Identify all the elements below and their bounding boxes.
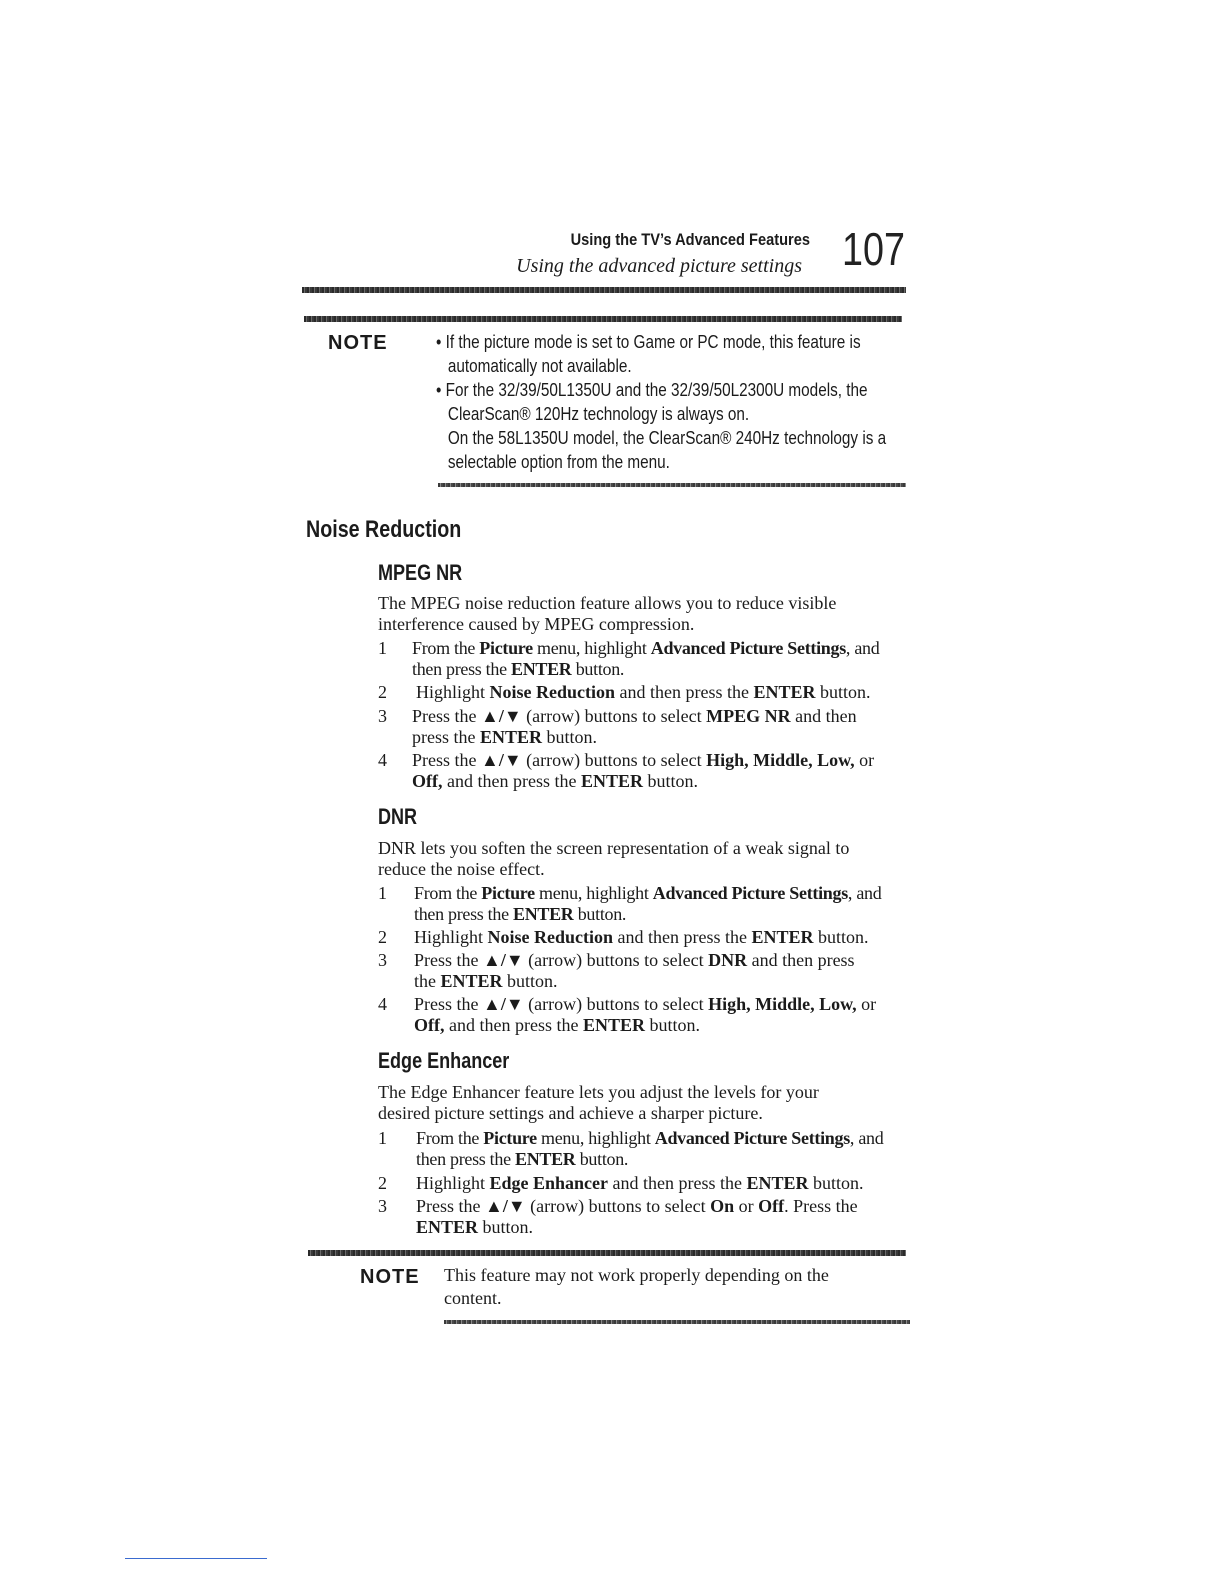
running-header-subtitle: Using the advanced picture settings bbox=[516, 255, 802, 277]
subsection-heading-dnr: DNR bbox=[378, 804, 418, 829]
edge-step-1: 1 From the Picture menu, highlight Advanced Picture Settings, and then press the ENTER button. bbox=[378, 1128, 918, 1170]
note-label: NOTE bbox=[328, 332, 388, 354]
note2-text bbox=[444, 1264, 884, 1310]
footer-mark bbox=[125, 1558, 267, 1559]
note-top-rule bbox=[304, 316, 902, 322]
intro-line: interference caused by MPEG compression. bbox=[378, 614, 695, 634]
edge-intro bbox=[378, 1082, 918, 1124]
edge-step-2: 2 Highlight Edge Enhancer and then press the ENTER button. bbox=[378, 1173, 918, 1194]
page-number: 107 bbox=[842, 223, 905, 275]
note-line: On the 58L1350U model, the ClearScan® 240Hz technology is a bbox=[447, 428, 887, 448]
subsection-heading-mpeg-nr: MPEG NR bbox=[378, 560, 463, 585]
step-text: Press the ▲/▼ (arrow) buttons to select High, Middle, Low, or Off, and then press the ENTER button. bbox=[412, 750, 875, 791]
note2-bottom-rule bbox=[444, 1320, 910, 1324]
dnr-step-2: 2 Highlight Noise Reduction and then press the ENTER button. bbox=[378, 927, 918, 948]
step-text: From the Picture menu, highlight Advanced Picture Settings, and then press the ENTER button. bbox=[416, 1128, 884, 1169]
running-header-title: Using the TV’s Advanced Features bbox=[570, 230, 810, 249]
section-heading-noise-reduction: Noise Reduction bbox=[306, 516, 462, 543]
mpeg-step-1 bbox=[378, 638, 918, 680]
step-text: Press the ▲/▼ (arrow) buttons to select MPEG NR and then press the ENTER button. bbox=[412, 706, 857, 747]
note2-label: NOTE bbox=[360, 1266, 420, 1288]
step-text: Press the ▲/▼ (arrow) buttons to select On or Off. Press the ENTER button. bbox=[416, 1196, 858, 1237]
intro-line: reduce the noise effect. bbox=[378, 859, 545, 879]
note-line: • For the 32/39/50L1350U and the 32/39/50L2300U models, the bbox=[436, 380, 868, 400]
intro-line: The Edge Enhancer feature lets you adjust the levels for your bbox=[378, 1082, 819, 1102]
mpeg-step-2: 2 Highlight Noise Reduction and then press the ENTER button. bbox=[378, 682, 918, 703]
note-line: ClearScan® 120Hz technology is always on. bbox=[447, 404, 750, 424]
mpeg-intro bbox=[378, 593, 918, 635]
dnr-step-4: 4 Press the ▲/▼ (arrow) buttons to select High, Middle, Low, or Off, and then press the ENTER button. bbox=[378, 994, 918, 1036]
step-number: 1 bbox=[378, 638, 387, 658]
edge-step-3: 3 Press the ▲/▼ (arrow) buttons to select On or Off. Press the ENTER button. bbox=[378, 1196, 918, 1238]
step-text: From the Picture menu, highlight Advanced Picture Settings, and then press the ENTER button. bbox=[414, 883, 882, 924]
step-text: From the Picture menu, highlight Advanced Picture Settings, and then press the ENTER button. bbox=[412, 638, 880, 679]
step-text: Highlight Noise Reduction and then press the ENTER button. bbox=[416, 682, 871, 702]
step-text: Press the ▲/▼ (arrow) buttons to select DNR and then press the ENTER button. bbox=[414, 950, 855, 991]
note-bottom-rule bbox=[438, 483, 906, 487]
intro-line: DNR lets you soften the screen representation of a weak signal to bbox=[378, 838, 850, 858]
note-text bbox=[436, 330, 912, 474]
note-line: automatically not available. bbox=[447, 356, 632, 376]
note2-line: This feature may not work properly depending on the bbox=[444, 1265, 829, 1285]
note2-line: content. bbox=[444, 1288, 502, 1308]
intro-line: The MPEG noise reduction feature allows you to reduce visible bbox=[378, 593, 837, 613]
dnr-intro bbox=[378, 838, 918, 880]
note-line: selectable option from the menu. bbox=[447, 452, 670, 472]
note2-top-rule bbox=[308, 1250, 906, 1256]
note-line: • If the picture mode is set to Game or PC mode, this feature is bbox=[436, 332, 861, 352]
mpeg-step-3: 3 Press the ▲/▼ (arrow) buttons to select MPEG NR and then press the ENTER button. bbox=[378, 706, 918, 748]
dnr-step-3: 3 Press the ▲/▼ (arrow) buttons to select DNR and then press the ENTER button. bbox=[378, 950, 918, 992]
step-text: Highlight Edge Enhancer and then press the ENTER button. bbox=[416, 1173, 864, 1193]
intro-line: desired picture settings and achieve a sharper picture. bbox=[378, 1103, 763, 1123]
step-text: Highlight Noise Reduction and then press the ENTER button. bbox=[414, 927, 869, 947]
step-text: Press the ▲/▼ (arrow) buttons to select High, Middle, Low, or Off, and then press the ENTER button. bbox=[414, 994, 877, 1035]
subsection-heading-edge-enhancer: Edge Enhancer bbox=[378, 1048, 510, 1073]
mpeg-step-4: 4 Press the ▲/▼ (arrow) buttons to select High, Middle, Low, or Off, and then press the ENTER button. bbox=[378, 750, 918, 792]
dnr-step-1: 1 From the Picture menu, highlight Advanced Picture Settings, and then press the ENTER button. bbox=[378, 883, 918, 925]
header-rule bbox=[302, 287, 906, 293]
